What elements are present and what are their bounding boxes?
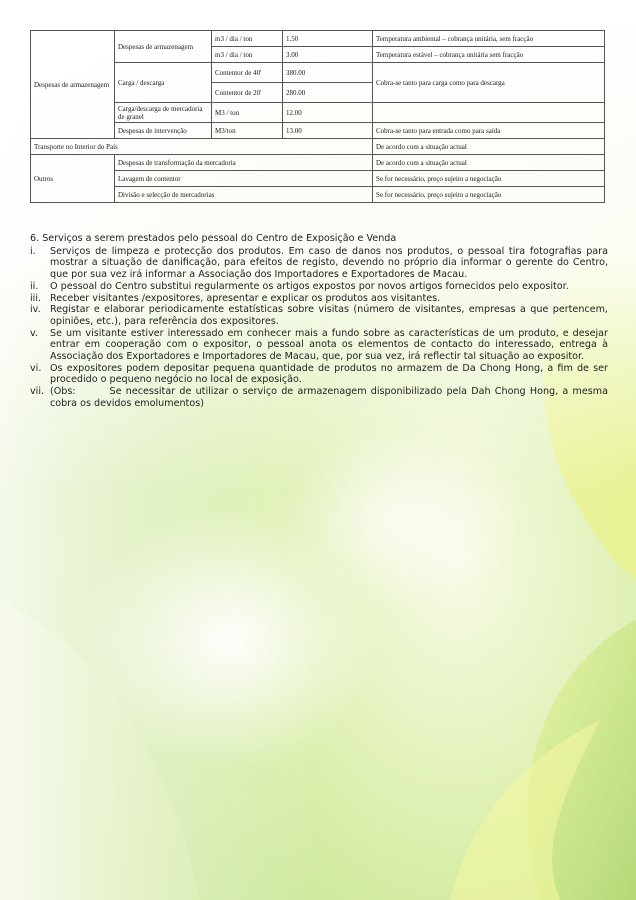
services-section (30, 233, 612, 410)
unit-cell: Contentor de 40' (212, 63, 283, 83)
others-cell: Outros (31, 155, 115, 203)
intervention-cell: Despesas de intervenção (115, 123, 212, 139)
item-text: Registar e elaborar periodicamente estatísticas sobre visitas (número de visitantes, empresas a que pertencem, opiniões, etc.), para referência dos expositores. (50, 304, 608, 327)
price-cell: 13.00 (283, 123, 373, 139)
note-cell: De acordo com a situação actual (373, 139, 605, 155)
note-cell (373, 103, 605, 123)
note-cell: Cobra-se tanto para entrada como para saída (373, 123, 605, 139)
unit-cell: m3 / dia / ton (212, 31, 283, 47)
unit-cell: M3 / ton (212, 103, 283, 123)
list-item (30, 246, 608, 281)
container-wash-cell: Lavagem de contentor (115, 171, 373, 187)
item-number: vi. (30, 362, 42, 374)
price-cell: 3.00 (283, 47, 373, 63)
list-item (30, 293, 608, 305)
item-number: i. (30, 245, 36, 257)
unit-cell: M3/ton (212, 123, 283, 139)
transport-cell: Transporte no Interior do País (31, 139, 373, 155)
list-item (30, 281, 608, 293)
table-row (31, 171, 605, 187)
note-cell: Temperatura ambiental – cobrança unitária, sem fracção (373, 31, 605, 47)
list-item (30, 328, 608, 363)
division-cell: Divisão e selecção de mercadorias (115, 187, 373, 203)
note-cell: De acordo com a situação actual (373, 155, 605, 171)
item-text: Se um visitante estiver interessado em conhecer mais a fundo sobre as características de um produto, e desejar entrar em cooperação com o expositor, o pessoal anota os elementos de contacto do interessado, entrega à Associação dos Exportadores e Importadores de Macau, que, por sua vez, irá reflectir tal situação ao expositor. (50, 327, 608, 363)
price-cell: 12.00 (283, 103, 373, 123)
list-item (30, 304, 608, 327)
transform-cell: Despesas de transformação da mercadoria (115, 155, 373, 171)
table-row (31, 155, 605, 171)
list-item (30, 386, 612, 409)
note-cell: Temperatura estável – cobrança unitária sem fracção (373, 47, 605, 63)
item-number: v. (30, 327, 38, 339)
list-item (30, 363, 608, 386)
services-list (30, 245, 612, 410)
storage-charges-cell: Despesas de armazenagem (115, 31, 212, 63)
storage-fee-table (30, 30, 605, 203)
item-text: Receber visitantes /expositores, apresentar e explicar os produtos aos visitantes. (50, 292, 441, 304)
price-cell: 380.00 (283, 63, 373, 83)
bulk-cell: Carga/descarga de mercadoria de granel (115, 103, 212, 123)
table-row (31, 187, 605, 203)
table-row (31, 139, 605, 155)
item-text: O pessoal do Centro substitui regularmente os artigos expostos por novos artigos fornecidos pelo expositor. (50, 280, 569, 292)
item-text: Os expositores podem depositar pequena quantidade de produtos no armazem de Da Chong Hong, a fim de ser procedido o pequeno negócio no local de exposição. (50, 362, 608, 386)
section-title: 6. Serviços a serem prestados pelo pessoal do Centro de Exposição e Venda (30, 233, 397, 244)
note-cell: Se for necessário, preço sujeito a negociação (373, 171, 605, 187)
table-row (31, 63, 605, 83)
table-row (31, 123, 605, 139)
unit-cell: Contentor de 20' (212, 83, 283, 103)
price-cell: 280.00 (283, 83, 373, 103)
group-storage-cell: Despesas de armazenagem (31, 31, 115, 139)
item-number: iii. (30, 292, 42, 304)
loading-cell: Carga / descarga (115, 63, 212, 103)
item-number: ii. (30, 280, 39, 292)
note-cell: Cobra-se tanto para carga como para descarga (373, 63, 605, 103)
item-text: Serviços de limpeza e protecção dos produtos. Em caso de danos nos produtos, o pessoal tira fotografias para mostrar a situação de danificação, para efeitos de registo, devendo no próprio dia informar o gerente do Centro, que por sua vez irá informar a Associação dos Importadores e Exportadores de Macau. (50, 245, 608, 281)
price-cell: 1.50 (283, 31, 373, 47)
unit-cell: m3 / dia / ton (212, 47, 283, 63)
item-number: iv. (30, 304, 41, 316)
note-cell: Se for necessário, preço sujeito a negociação (373, 187, 605, 203)
table-row (31, 103, 605, 123)
item-number: vii. (30, 386, 45, 398)
table-row (31, 31, 605, 47)
item-text: (Obs: Se necessitar de utilizar o serviço de armazenagem disponibilizado pela Dah Chong Hong, a mesma cobra os devidos emolumentos) (50, 386, 612, 409)
